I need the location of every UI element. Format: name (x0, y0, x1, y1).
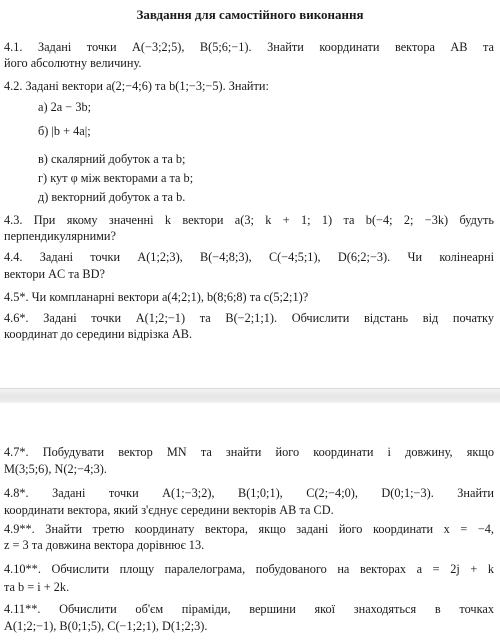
task-4-8-line-2: координати вектора, який з'єднує середини векторів AB та CD. (4, 503, 334, 517)
task-4-11-line-2: A(1;2;−1), B(0;1;5), C(−1;2;1), D(1;2;3). (4, 619, 208, 633)
page-title: Завдання для самостійного виконання (136, 7, 364, 22)
task-4-6-line-1: 4.6*. Задані точки A(1;2;−1) та B(−2;1;1). Обчислити відстань від початку (4, 311, 494, 325)
task-4-2-item-v: в) скалярний добуток a та b; (38, 152, 186, 166)
task-4-2-item-g: г) кут φ між векторами a та b; (38, 171, 194, 185)
task-4-10-line-2: та b = i + 2k. (4, 580, 70, 594)
task-4-3-line-2: перпендикулярними? (4, 229, 116, 243)
task-4-9-line-1: 4.9**. Знайти третю координату вектора, якщо задані його координати x = −4, (4, 522, 494, 536)
task-4-9-line-2: z = 3 та довжина вектора дорівнює 13. (4, 538, 205, 552)
task-4-10-line-1: 4.10**. Обчислити площу паралелограма, побудованого на векторах a = 2j + k (4, 562, 494, 576)
task-4-7-line-1: 4.7*. Побудувати вектор MN та знайти його координати і довжину, якщо (4, 445, 494, 459)
worksheet-bottom (0, 403, 500, 640)
task-4-1-line-2: його абсолютну величину. (4, 56, 142, 70)
task-4-4-line-2: вектори AC та BD? (4, 267, 105, 281)
task-4-3-line-1: 4.3. При якому значенні k вектори a(3; k + 1; 1) та b(−4; 2; −3k) будуть (4, 213, 494, 227)
task-4-7-line-2: M(3;5;6), N(2;−4;3). (4, 462, 107, 476)
task-4-8-line-1: 4.8*. Задані точки A(1;−3;2), B(1;0;1), C(2;−4;0), D(0;1;−3). Знайти (4, 486, 494, 500)
task-4-2-item-a: а) 2a − 3b; (38, 100, 92, 114)
task-4-11-line-1: 4.11**. Обчислити об'єм піраміди, вершини якої знаходяться в точках (4, 602, 494, 616)
task-4-2-item-d: д) векторний добуток a та b. (38, 190, 186, 204)
task-4-5-line: 4.5*. Чи компланарні вектори a(4;2;1), b(8;6;8) та c(5;2;1)? (4, 290, 309, 304)
task-4-1-line-1: 4.1. Задані точки A(−3;2;5), B(5;6;−1). Знайти координати вектора AB та (4, 40, 494, 54)
task-4-6-line-2: координат до середини відрізка AB. (4, 327, 193, 341)
task-4-2-item-b: б) |b + 4a|; (38, 124, 91, 138)
task-4-4-line-1: 4.4. Задані точки A(1;2;3), B(−4;8;3), C(−4;5;1), D(6;2;−3). Чи колінеарні (4, 250, 494, 264)
task-4-2-line: 4.2. Задані вектори a(2;−4;6) та b(1;−3;−5). Знайти: (4, 79, 269, 93)
